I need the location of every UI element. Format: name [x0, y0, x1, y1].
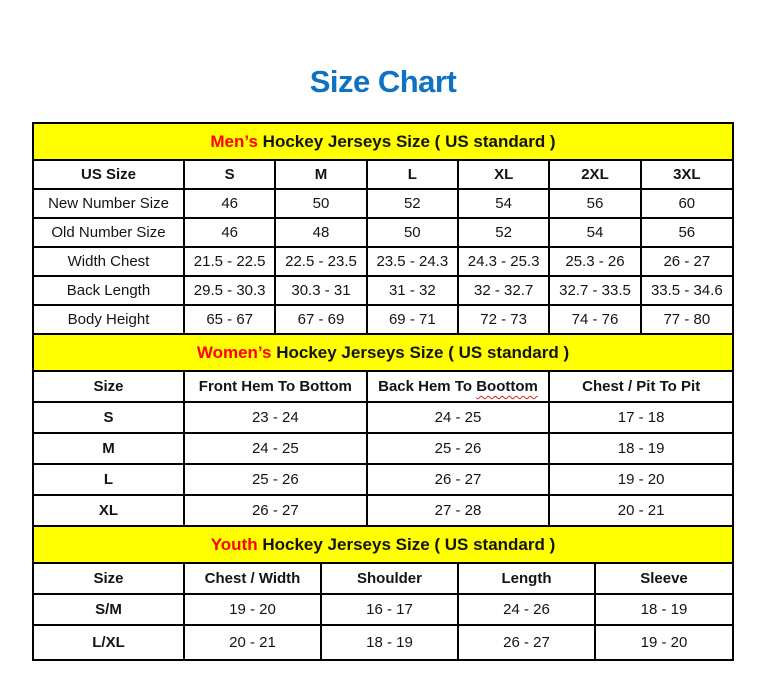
- size-value-cell: 25 - 26: [184, 464, 367, 495]
- size-value-cell: 19 - 20: [549, 464, 732, 495]
- youth-section-header-highlight: Youth: [210, 535, 258, 554]
- size-value-cell: 56: [641, 218, 732, 247]
- row-label: S: [34, 402, 184, 433]
- table-row: [34, 433, 732, 464]
- size-value-cell: 67 - 69: [275, 305, 366, 333]
- size-value-cell: 46: [184, 218, 275, 247]
- size-value-cell: 77 - 80: [641, 305, 732, 333]
- size-value-cell: 20 - 21: [184, 625, 321, 659]
- size-value-cell: 18 - 19: [321, 625, 458, 659]
- col-header: Front Hem To Bottom: [184, 372, 367, 402]
- size-chart-container: [32, 122, 734, 661]
- size-value-cell: 56: [549, 189, 640, 218]
- row-label: Body Height: [34, 305, 184, 333]
- size-value-cell: 52: [458, 218, 549, 247]
- womens-section-header-highlight: Women’s: [196, 343, 272, 362]
- mens-section-header-highlight: Men’s: [210, 132, 258, 151]
- size-value-cell: 21.5 - 22.5: [184, 247, 275, 276]
- table-row: [34, 218, 732, 247]
- size-value-cell: 19 - 20: [184, 594, 321, 625]
- row-label: Old Number Size: [34, 218, 184, 247]
- col-header: Chest / Pit To Pit: [549, 372, 732, 402]
- youth-size-table: [34, 564, 732, 659]
- row-label: Back Length: [34, 276, 184, 305]
- size-value-cell: 22.5 - 23.5: [275, 247, 366, 276]
- size-value-cell: 50: [275, 189, 366, 218]
- size-value-cell: 24 - 25: [184, 433, 367, 464]
- col-header: XL: [458, 161, 549, 189]
- size-value-cell: 60: [641, 189, 732, 218]
- size-value-cell: 30.3 - 31: [275, 276, 366, 305]
- spellcheck-underlined-word: Boottom: [476, 378, 538, 395]
- size-value-cell: 72 - 73: [458, 305, 549, 333]
- col-header: 2XL: [549, 161, 640, 189]
- size-value-cell: 74 - 76: [549, 305, 640, 333]
- size-value-cell: 65 - 67: [184, 305, 275, 333]
- table-row: [34, 495, 732, 525]
- col-header: Length: [458, 564, 595, 594]
- row-label: XL: [34, 495, 184, 525]
- mens-size-table: [34, 161, 732, 333]
- size-value-cell: 18 - 19: [595, 594, 732, 625]
- size-value-cell: 19 - 20: [595, 625, 732, 659]
- col-header-misspelled: [367, 372, 550, 402]
- womens-section-header-text: Hockey Jerseys Size ( US standard ): [276, 343, 570, 362]
- womens-section-header: [34, 333, 732, 372]
- col-header: M: [275, 161, 366, 189]
- mens-section-header-text: Hockey Jerseys Size ( US standard ): [262, 132, 556, 151]
- table-row: [34, 189, 732, 218]
- size-value-cell: 26 - 27: [458, 625, 595, 659]
- table-header-row: [34, 161, 732, 189]
- page-title: Size Chart: [309, 64, 457, 99]
- col-header-text: Back Hem To: [378, 378, 473, 395]
- col-header: L: [367, 161, 458, 189]
- size-value-cell: 23.5 - 24.3: [367, 247, 458, 276]
- size-value-cell: 48: [275, 218, 366, 247]
- size-value-cell: 27 - 28: [367, 495, 550, 525]
- size-value-cell: 24 - 25: [367, 402, 550, 433]
- size-value-cell: 26 - 27: [641, 247, 732, 276]
- table-row: [34, 625, 732, 659]
- size-value-cell: 24 - 26: [458, 594, 595, 625]
- table-row: [34, 464, 732, 495]
- table-header-row: [34, 372, 732, 402]
- size-value-cell: 50: [367, 218, 458, 247]
- col-header: US Size: [34, 161, 184, 189]
- size-value-cell: 54: [549, 218, 640, 247]
- row-label: L: [34, 464, 184, 495]
- size-value-cell: 54: [458, 189, 549, 218]
- row-label: Width Chest: [34, 247, 184, 276]
- size-value-cell: 17 - 18: [549, 402, 732, 433]
- row-label: M: [34, 433, 184, 464]
- size-value-cell: 32 - 32.7: [458, 276, 549, 305]
- table-row: [34, 276, 732, 305]
- row-label: L/XL: [34, 625, 184, 659]
- youth-section-header: [34, 525, 732, 564]
- row-label: New Number Size: [34, 189, 184, 218]
- col-header: Sleeve: [595, 564, 732, 594]
- table-row: [34, 594, 732, 625]
- size-value-cell: 16 - 17: [321, 594, 458, 625]
- size-value-cell: 33.5 - 34.6: [641, 276, 732, 305]
- col-header: Chest / Width: [184, 564, 321, 594]
- size-value-cell: 25.3 - 26: [549, 247, 640, 276]
- size-value-cell: 26 - 27: [367, 464, 550, 495]
- col-header: S: [184, 161, 275, 189]
- col-header: Size: [34, 372, 184, 402]
- mens-section-header: [34, 124, 732, 161]
- size-value-cell: 26 - 27: [184, 495, 367, 525]
- womens-size-table: [34, 372, 732, 525]
- youth-section-header-text: Hockey Jerseys Size ( US standard ): [262, 535, 556, 554]
- col-header: Shoulder: [321, 564, 458, 594]
- size-value-cell: 24.3 - 25.3: [458, 247, 549, 276]
- size-value-cell: 46: [184, 189, 275, 218]
- size-value-cell: 31 - 32: [367, 276, 458, 305]
- row-label: S/M: [34, 594, 184, 625]
- table-row: [34, 402, 732, 433]
- table-row: [34, 305, 732, 333]
- size-value-cell: 25 - 26: [367, 433, 550, 464]
- size-value-cell: 32.7 - 33.5: [549, 276, 640, 305]
- size-value-cell: 52: [367, 189, 458, 218]
- col-header: 3XL: [641, 161, 732, 189]
- size-value-cell: 23 - 24: [184, 402, 367, 433]
- col-header: Size: [34, 564, 184, 594]
- size-value-cell: 69 - 71: [367, 305, 458, 333]
- table-header-row: [34, 564, 732, 594]
- size-value-cell: 18 - 19: [549, 433, 732, 464]
- size-value-cell: 20 - 21: [549, 495, 732, 525]
- size-value-cell: 29.5 - 30.3: [184, 276, 275, 305]
- table-row: [34, 247, 732, 276]
